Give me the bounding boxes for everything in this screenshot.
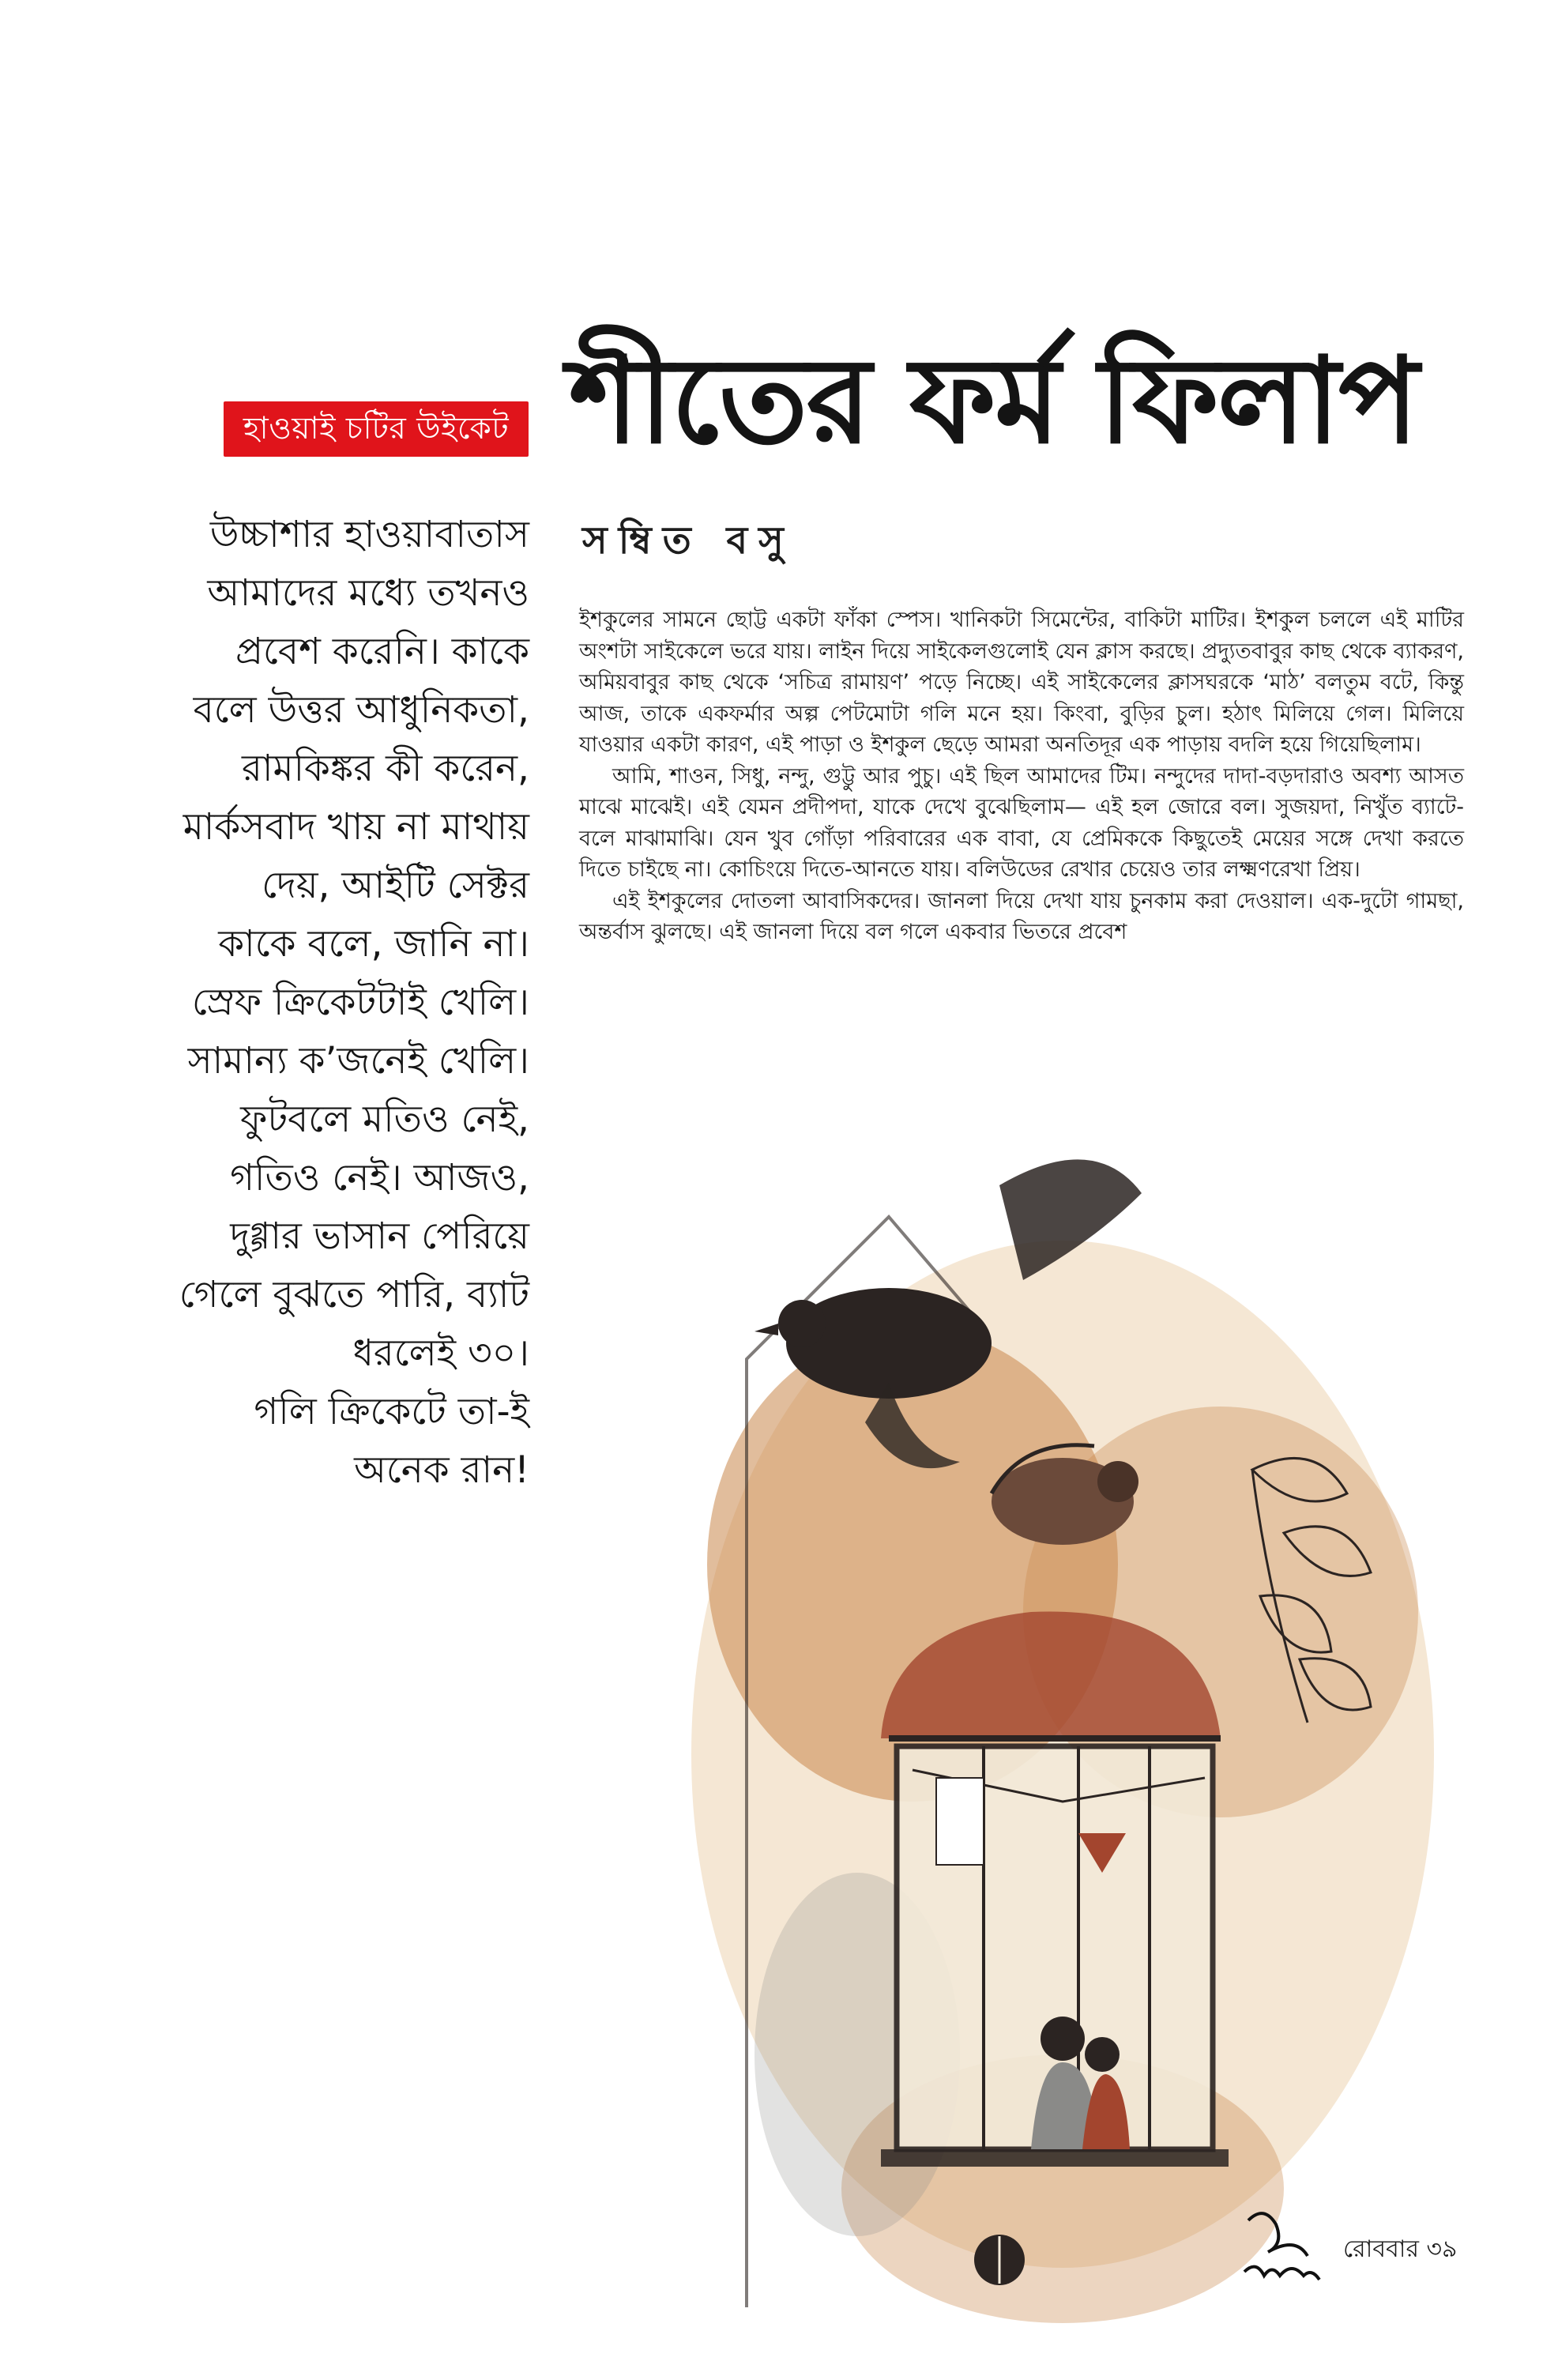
pull-quote-line: গলি ক্রিকেটে তা-ই (254, 1390, 529, 1433)
pull-quote-line: রামকিঙ্কর কী করেন, (242, 747, 529, 790)
pull-quote-line: অনেক রান! (354, 1448, 529, 1492)
pull-quote-line: গতিও নেই। আজও, (230, 1156, 529, 1199)
body-paragraph: আমি, শাওন, সিধু, নন্দু, গুট্টু আর পুচু। এই ছিল আমাদের টিম। নন্দুদের দাদা-বড়দারাও অবশ্য আসত মাঝে মাঝেই। এই যেমন প্রদীপদা, যাকে দেখে বুঝেছিলাম— এই হল জোরে বল। সুজয়দা, নিখুঁত ব্যাটে-বলে মাঝামাঝি। যেন খুব গোঁড়া পরিবারের এক বাবা, যে প্রেমিককে কিছুতেই মেয়ের সঙ্গে দেখা করতে দিতে চাইছে না। কোচিংয়ে দিতে-আনতে যায়। বলিউডের রেখার চেয়েও তার লক্ষ্মণরেখা প্রিয়। (579, 763, 1464, 882)
pull-quote-line: দুগ্গার ভাসান পেরিয়ে (230, 1214, 529, 1258)
pull-quote-line: মার্কসবাদ খায় না মাথায় (183, 805, 529, 849)
bird-window-illustration (648, 1122, 1446, 2355)
hanging-towel (936, 1778, 984, 1865)
pull-quote-line: ধরলেই ৩০। (352, 1331, 529, 1375)
pull-quote-line: আমাদের মধ্যে তখনও (207, 571, 529, 615)
headline: শীতের ফর্ম ফিলাপ (569, 333, 1417, 470)
pull-quote-line: দেয়, আইটি সেক্টর (262, 864, 529, 907)
pull-quote-line: উচ্চাশার হাওয়াবাতাস (209, 513, 529, 556)
illustration-drawing (648, 1122, 1446, 2355)
pull-quote-line: ফুটবলে মতিও নেই, (240, 1098, 529, 1141)
figure-head (1041, 2017, 1085, 2061)
body-paragraph: এই ইশকুলের দোতলা আবাসিকদের। জানলা দিয়ে দেখা যায় চুনকাম করা দেওয়াল। এক-দুটো গামছা, অন্তর্বাস ঝুলছে। এই জানলা দিয়ে বল গলে একবার ভিতরে প্রবেশ (579, 888, 1464, 944)
pull-quote-line: কাকে বলে, জানি না। (218, 922, 529, 966)
pull-quote-line: সামান্য ক’জনেই খেলি। (187, 1039, 529, 1083)
figure-head (1085, 2037, 1120, 2072)
pull-quote (158, 506, 529, 1500)
pull-quote-line: স্রেফ ক্রিকেটটাই খেলি। (191, 981, 529, 1024)
article-body (579, 604, 1464, 948)
page-folio: রোববার ৩৯ (1343, 2235, 1458, 2263)
window-sill (881, 2149, 1229, 2167)
pull-quote-line: প্রবেশ করেনি। কাকে (235, 630, 529, 673)
pull-quote-line: গেলে বুঝতে পারি, ব্যাট (179, 1273, 529, 1316)
body-paragraph: ইশকুলের সামনে ছোট্ট একটা ফাঁকা স্পেস। খানিকটা সিমেন্টের, বাকিটা মাটির। ইশকুল চললে এই মাটির অংশটা সাইকেলে ভরে যায়। লাইন দিয়ে সাইকেলগুলোই যেন ক্লাস করছে। প্রদ্যুতবাবুর কাছ থেকে ব্যাকরণ, অমিয়বাবুর কাছ থেকে ‘সচিত্র রামায়ণ’ পড়ে নিচ্ছে। এই সাইকেলের ক্লাসঘরকে ‘মাঠ’ বলতুম বটে, কিন্তু আজ, তাকে একফর্মার অল্প পেটমোটা গলি মনে হয়। কিংবা, বুড়ির চুল। হঠাৎ মিলিয়ে গেল। মিলিয়ে যাওয়ার একটা কারণ, এই পাড়া ও ইশকুল ছেড়ে আমরা অনতিদূর এক পাড়ায় বদলি হয়ে গিয়েছিলাম। (579, 608, 1464, 757)
section-tag: হাওয়াই চটির উইকেট (224, 401, 529, 457)
artist-signature-icon (1232, 2197, 1327, 2299)
byline: সম্বিত বসু (582, 518, 795, 563)
pull-quote-line: বলে উত্তর আধুনিকতা, (193, 688, 529, 732)
